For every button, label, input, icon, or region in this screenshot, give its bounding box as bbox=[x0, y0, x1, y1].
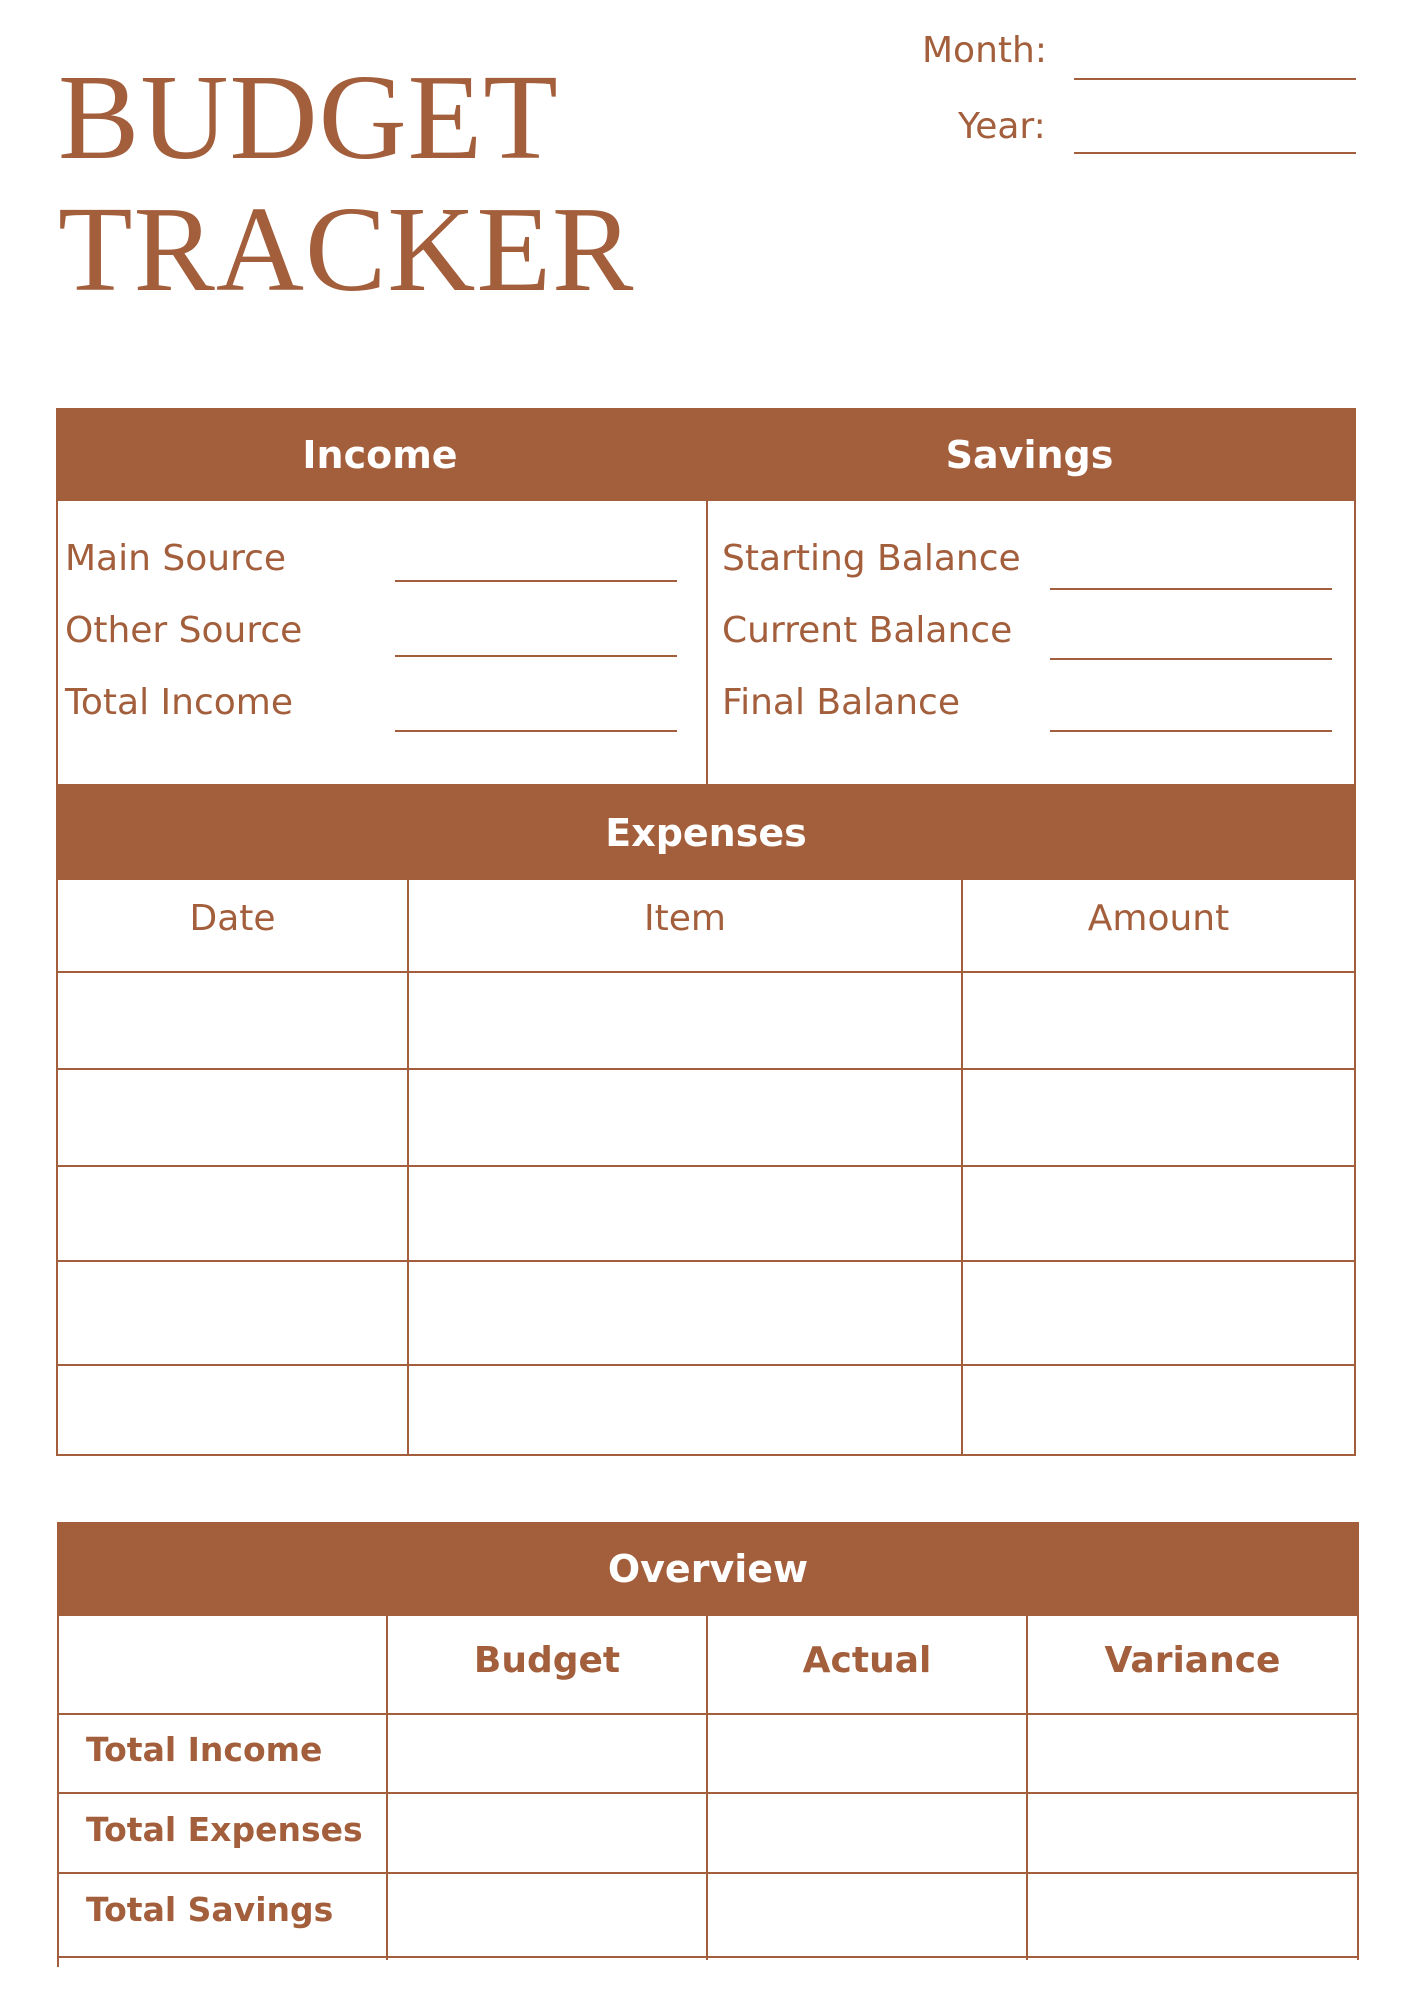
expense-item-cell[interactable] bbox=[409, 1262, 961, 1364]
actual-column-header: Actual bbox=[802, 1640, 932, 1681]
month-label: Month: bbox=[922, 30, 1047, 71]
item-column-header: Item bbox=[644, 898, 726, 939]
current-balance-label: Current Balance bbox=[722, 610, 1013, 651]
overview-savings-variance-cell[interactable] bbox=[1028, 1874, 1357, 1956]
expense-date-cell[interactable] bbox=[58, 1366, 407, 1454]
starting-balance-field[interactable] bbox=[1050, 588, 1332, 590]
overview-income-actual-cell[interactable] bbox=[708, 1715, 1026, 1792]
expense-amount-cell[interactable] bbox=[963, 1167, 1354, 1260]
final-balance-label: Final Balance bbox=[722, 682, 960, 723]
expense-item-cell[interactable] bbox=[409, 1070, 961, 1165]
variance-column-header: Variance bbox=[1104, 1640, 1281, 1681]
expenses-header: Expenses bbox=[56, 786, 1356, 880]
expense-amount-cell[interactable] bbox=[963, 973, 1354, 1068]
current-balance-field[interactable] bbox=[1050, 658, 1332, 660]
expense-date-cell[interactable] bbox=[58, 1070, 407, 1165]
overview-left-border bbox=[57, 1522, 59, 1967]
starting-balance-label: Starting Balance bbox=[722, 538, 1021, 579]
overview-income-variance-cell[interactable] bbox=[1028, 1715, 1357, 1792]
overview-right-border bbox=[1357, 1522, 1359, 1960]
overview-total-expenses-label: Total Expenses bbox=[86, 1810, 363, 1849]
amount-column-header: Amount bbox=[1087, 898, 1230, 939]
other-source-field[interactable] bbox=[395, 655, 677, 657]
total-income-field[interactable] bbox=[395, 730, 677, 732]
year-field[interactable] bbox=[1074, 152, 1356, 154]
year-label: Year: bbox=[958, 106, 1046, 147]
overview-total-income-label: Total Income bbox=[86, 1730, 323, 1769]
expense-amount-cell[interactable] bbox=[963, 1366, 1354, 1454]
title-line-1: BUDGET bbox=[58, 50, 559, 185]
expense-item-cell[interactable] bbox=[409, 1366, 961, 1454]
month-field[interactable] bbox=[1074, 78, 1356, 80]
overview-income-budget-cell[interactable] bbox=[388, 1715, 706, 1792]
other-source-label: Other Source bbox=[65, 610, 303, 651]
expense-amount-cell[interactable] bbox=[963, 1262, 1354, 1364]
overview-bottom-border bbox=[57, 1956, 1359, 1958]
expense-date-cell[interactable] bbox=[58, 973, 407, 1068]
savings-header: Savings bbox=[703, 408, 1356, 501]
overview-total-savings-label: Total Savings bbox=[86, 1890, 334, 1929]
page-title bbox=[58, 52, 634, 316]
overview-expenses-variance-cell[interactable] bbox=[1028, 1794, 1357, 1872]
expense-item-cell[interactable] bbox=[409, 1167, 961, 1260]
title-line-2: TRACKER bbox=[58, 182, 635, 317]
expense-date-cell[interactable] bbox=[58, 1167, 407, 1260]
main-source-field[interactable] bbox=[395, 580, 677, 582]
income-header: Income bbox=[57, 408, 703, 501]
overview-savings-budget-cell[interactable] bbox=[388, 1874, 706, 1956]
overview-expenses-budget-cell[interactable] bbox=[388, 1794, 706, 1872]
income-savings-divider bbox=[706, 501, 708, 786]
budget-column-header: Budget bbox=[473, 1640, 621, 1681]
date-column-header: Date bbox=[189, 898, 276, 939]
total-income-label: Total Income bbox=[65, 682, 293, 723]
overview-expenses-actual-cell[interactable] bbox=[708, 1794, 1026, 1872]
expense-amount-cell[interactable] bbox=[963, 1070, 1354, 1165]
main-source-label: Main Source bbox=[65, 538, 287, 579]
expense-date-cell[interactable] bbox=[58, 1262, 407, 1364]
overview-savings-actual-cell[interactable] bbox=[708, 1874, 1026, 1956]
final-balance-field[interactable] bbox=[1050, 730, 1332, 732]
overview-header: Overview bbox=[57, 1522, 1359, 1616]
expense-item-cell[interactable] bbox=[409, 973, 961, 1068]
